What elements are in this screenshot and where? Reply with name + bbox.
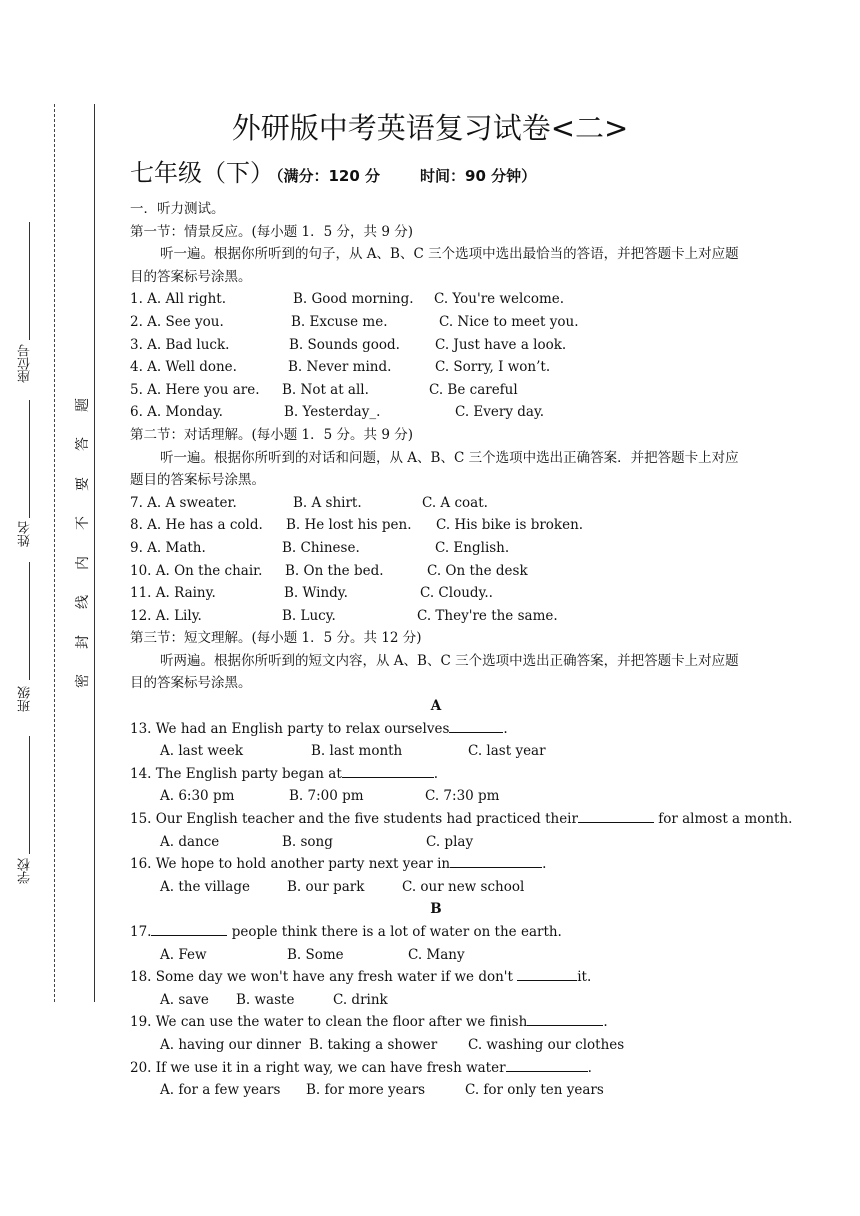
seal-warning — [72, 398, 94, 688]
text: B. our park — [287, 878, 365, 895]
text: B. Not at all. — [282, 381, 369, 398]
question-row — [130, 334, 742, 357]
text: 2. A. See you. — [130, 313, 224, 330]
question-options — [130, 785, 742, 808]
seal-line — [94, 104, 95, 1002]
answer-blank — [151, 921, 227, 936]
text: C. Many — [408, 946, 465, 963]
text: B. taking a shower — [309, 1036, 438, 1053]
question-stem — [130, 1011, 742, 1034]
text: . — [587, 1059, 592, 1076]
question-row — [130, 379, 742, 402]
text: . — [433, 765, 439, 782]
text: B. Sounds good. — [289, 336, 400, 353]
text: B. Lucy. — [282, 607, 336, 624]
part3-title: 第三节：短文理解。(每小题 1．5 分。共 12 分) — [130, 630, 422, 647]
time-limit: 时间：90 分钟） — [420, 167, 537, 185]
text: C. A coat. — [422, 494, 488, 511]
text: 4. A. Well done. — [130, 359, 237, 376]
text: 10. A. On the chair. — [130, 562, 263, 579]
text: 座位号 — [18, 344, 33, 383]
text: B. Good morning. — [293, 291, 414, 308]
question-options — [130, 1034, 742, 1057]
seat-number-field — [12, 222, 42, 386]
text: 15. Our English teacher and the five students had practiced their — [130, 811, 578, 828]
question-options — [130, 740, 742, 763]
text: C. On the desk — [427, 562, 528, 579]
question-options — [130, 989, 742, 1012]
text: 18. Some day we won't have any fresh water if we don't — [130, 969, 518, 986]
text: C. Just have a look. — [435, 336, 567, 353]
text: A. 6:30 pm — [160, 788, 235, 805]
text: people think there is a lot of water on the earth. — [227, 924, 562, 940]
class-field — [12, 562, 42, 718]
question-stem — [130, 808, 793, 831]
text: C. Sorry, I won’t. — [435, 359, 551, 376]
text: 密 — [75, 673, 91, 688]
part1-instructions: 听一遍。根据你所听到的句子，从 A、B、C 三个选项中选出最恰当的答语，并把答题卡上对应题目的答案标号涂黑。 — [130, 246, 739, 285]
text: C. You're welcome. — [434, 291, 565, 308]
answer-blank — [449, 718, 503, 733]
text: C. They're the same. — [417, 607, 558, 624]
text: B. Excuse me. — [291, 313, 388, 330]
text: A. dance — [160, 833, 220, 850]
question-stem — [130, 763, 742, 786]
text: . — [542, 856, 547, 873]
text: B. Chinese. — [282, 539, 360, 556]
question-row — [130, 582, 742, 605]
text: 答 — [75, 437, 91, 452]
text: 线 — [75, 595, 91, 610]
name-field — [12, 400, 42, 552]
question-row — [130, 560, 742, 583]
text: A. save — [160, 991, 209, 1008]
text: B. On the bed. — [285, 562, 384, 579]
text: B. Some — [287, 946, 344, 963]
answer-blank — [506, 1057, 588, 1072]
text: C. washing our clothes — [468, 1036, 625, 1053]
text: 姓名 — [18, 521, 33, 547]
text: 13. We had an English party to relax ourselves — [130, 720, 450, 737]
text: B. 7:00 pm — [289, 788, 364, 805]
grade-label: 七年级（下） — [130, 159, 274, 187]
text: C. Be careful — [429, 381, 518, 398]
text: C. His bike is broken. — [436, 517, 584, 534]
text: A. for a few years — [160, 1082, 281, 1099]
text: B. Yesterday_. — [284, 404, 381, 421]
text: 17. — [130, 924, 152, 940]
text: A. last week — [160, 743, 244, 760]
question-row — [130, 605, 742, 628]
question-row — [130, 401, 742, 424]
text: 8. A. He has a cold. — [130, 517, 263, 534]
line — [29, 562, 30, 680]
text: 11. A. Rainy. — [130, 585, 216, 602]
part3-instructions: 听两遍。根据你所听到的短文内容，从 A、B、C 三个选项中选出正确答案，并把答题卡上对应题目的答案标号涂黑。 — [130, 652, 739, 692]
text: 6. A. Monday. — [130, 404, 223, 421]
text: 20. If we use it in a right way, we can have fresh water — [130, 1059, 506, 1076]
text: C. English. — [435, 539, 510, 556]
text: 7. A. A sweater. — [130, 494, 237, 511]
answer-blank — [342, 763, 434, 778]
question-options — [130, 1079, 742, 1102]
text: C. 7:30 pm — [425, 788, 500, 805]
text: B. Never mind. — [288, 359, 392, 376]
text: C. Nice to meet you. — [439, 313, 579, 330]
text: B. He lost his pen. — [286, 517, 412, 534]
question-options — [130, 831, 742, 854]
question-stem — [130, 853, 742, 876]
text: C. our new school — [402, 878, 525, 895]
text: for almost a month. — [653, 811, 793, 828]
passage-b-label: B — [430, 901, 442, 918]
text: 不 — [75, 516, 91, 531]
question-row — [130, 514, 742, 537]
line — [29, 222, 30, 340]
question-stem — [130, 921, 742, 944]
text: 学校 — [18, 858, 33, 884]
text: 16. We hope to hold another party next year in — [130, 856, 451, 873]
question-stem — [130, 1057, 742, 1080]
text: 19. We can use the water to clean the floor after we finish — [130, 1014, 528, 1031]
text: it. — [577, 969, 592, 986]
part2-title: 第二节：对话理解。(每小题 1．5 分。共 9 分) — [130, 426, 413, 443]
text: 要 — [75, 476, 91, 491]
question-row — [130, 311, 742, 334]
text: 9. A. Math. — [130, 539, 206, 556]
question-options — [130, 876, 742, 899]
answer-blank — [527, 1011, 603, 1026]
text: 14. The English party began at — [130, 765, 342, 782]
section-heading: 一．听力测试。 — [130, 201, 225, 217]
text: B. Windy. — [284, 585, 348, 602]
line — [29, 400, 30, 518]
question-stem — [130, 718, 742, 741]
text: C. play — [426, 833, 474, 850]
question-row — [130, 537, 742, 560]
text: B. last month — [311, 743, 403, 760]
question-row — [130, 492, 742, 515]
text: C. Every day. — [455, 404, 545, 421]
full-score: （满分：120 分 — [276, 167, 381, 185]
exam-subheading — [130, 157, 536, 189]
school-field — [12, 736, 42, 886]
text: B. for more years — [306, 1082, 426, 1099]
text: B. A shirt. — [293, 494, 362, 511]
text: C. last year — [468, 743, 546, 760]
text: A. Few — [160, 946, 207, 963]
text: . — [603, 1014, 608, 1031]
text: 题 — [75, 398, 91, 412]
exam-title: 外研版中考英语复习试卷<二> — [231, 111, 629, 145]
text: 12. A. Lily. — [130, 607, 202, 624]
text: . — [503, 720, 508, 737]
exam-content — [130, 198, 793, 1102]
text: B. song — [282, 833, 333, 850]
text: 1. A. All right. — [130, 291, 227, 308]
answer-blank — [517, 966, 577, 981]
text: 内 — [75, 555, 91, 570]
text: B. waste — [236, 991, 295, 1008]
line — [29, 736, 30, 854]
text: 班级 — [18, 686, 33, 712]
text: C. for only ten years — [465, 1082, 604, 1099]
cut-line — [54, 104, 55, 1002]
text: 封 — [75, 634, 91, 649]
text: A. having our dinner — [160, 1036, 302, 1053]
answer-blank — [578, 808, 654, 823]
text: 3. A. Bad luck. — [130, 336, 230, 353]
text: 5. A. Here you are. — [130, 381, 260, 398]
text: C. drink — [333, 991, 388, 1008]
text: C. Cloudy.. — [420, 585, 493, 602]
part1-title: 第一节：情景反应。(每小题 1．5 分，共 9 分) — [130, 223, 413, 240]
question-row — [130, 288, 742, 311]
text: A. the village — [160, 878, 250, 895]
answer-blank — [450, 853, 542, 868]
question-row — [130, 356, 742, 379]
question-options — [130, 944, 742, 967]
question-stem — [130, 966, 742, 989]
passage-a-label: A — [430, 698, 442, 715]
part2-instructions: 听一遍。根据你所听到的对话和问题，从 A、B、C 三个选项中选出正确答案．并把答题卡上对应题目的答案标号涂黑。 — [130, 449, 739, 489]
